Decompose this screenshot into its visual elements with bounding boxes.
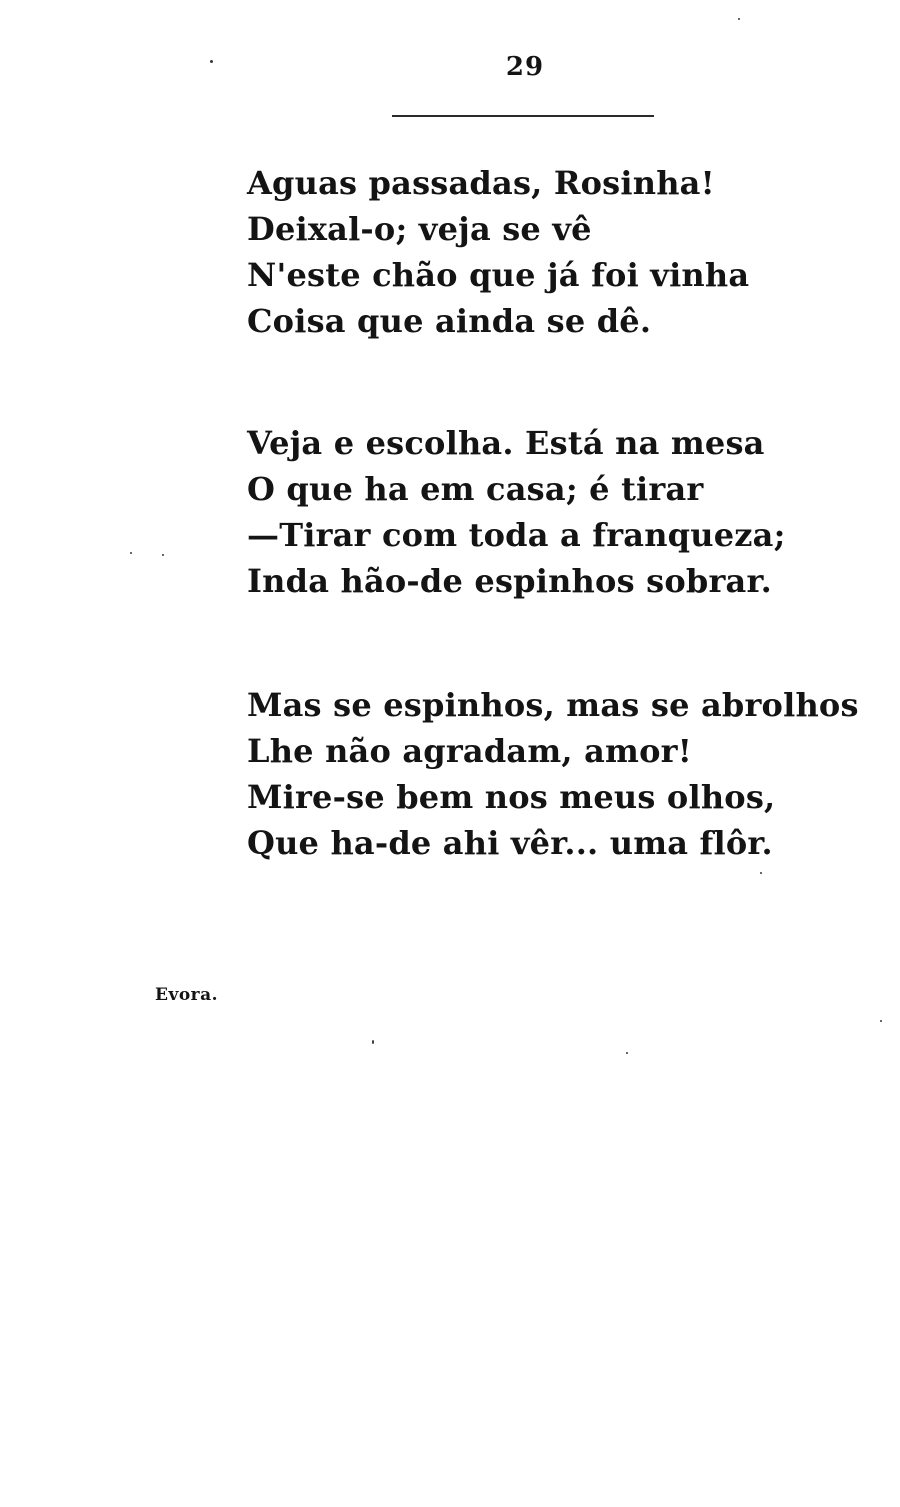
scan-speck xyxy=(880,1020,882,1022)
verse-line: Mire-se bem nos meus olhos, xyxy=(247,778,776,816)
verse-line: Deixal-o; veja se vê xyxy=(247,210,592,248)
header-rule xyxy=(392,115,654,117)
stanza xyxy=(247,420,786,604)
page-number: 29 xyxy=(505,52,545,82)
verse-line: Inda hão-de espinhos sobrar. xyxy=(247,562,772,600)
verse-line: O que ha em casa; é tirar xyxy=(247,470,704,508)
verse-line: N'este chão que já foi vinha xyxy=(247,256,750,294)
verse-line: Lhe não agradam, amor! xyxy=(247,732,692,770)
verse-line: —Tirar com toda a franqueza; xyxy=(247,516,786,554)
place-signature: Evora. xyxy=(155,985,219,1005)
verse-line: Coisa que ainda se dê. xyxy=(247,302,652,340)
scan-speck xyxy=(210,60,213,63)
scan-speck xyxy=(372,1040,374,1044)
verse-line: Que ha-de ahi vêr... uma flôr. xyxy=(247,824,773,862)
stanza xyxy=(247,160,749,344)
scan-speck xyxy=(130,552,132,554)
stanza xyxy=(247,682,859,866)
verse-line: Aguas passadas, Rosinha! xyxy=(247,164,715,202)
scan-speck xyxy=(738,18,740,20)
scan-speck xyxy=(162,554,164,556)
scan-speck xyxy=(760,872,762,874)
verse-line: Veja e escolha. Está na mesa xyxy=(247,424,765,462)
scan-speck xyxy=(626,1052,628,1054)
verse-line: Mas se espinhos, mas se abrolhos xyxy=(247,686,859,724)
